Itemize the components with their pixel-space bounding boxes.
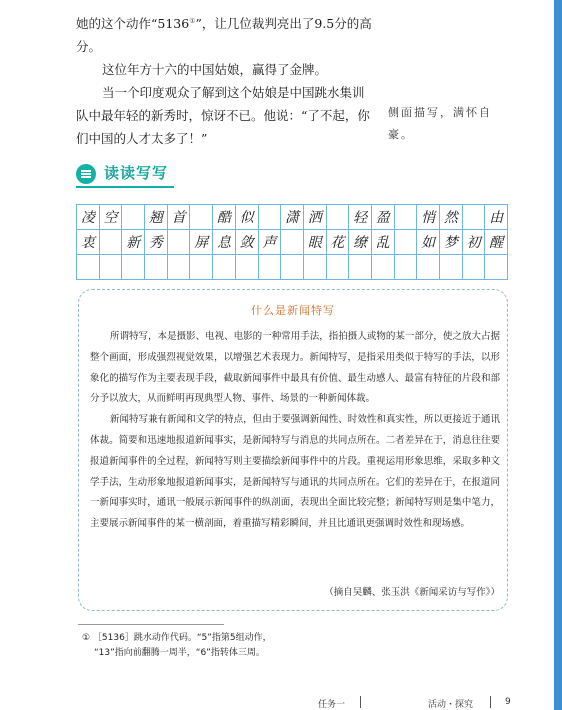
word-char: 屏 (190, 230, 213, 255)
story-para-2: 这位年方十六的中国姑娘，赢得了金牌。 (102, 62, 328, 78)
grid-cell (395, 255, 418, 280)
word-char: 酷 (213, 205, 236, 230)
grid-cell (213, 255, 236, 280)
word-char: 花 (327, 230, 350, 255)
word-char: 息 (213, 230, 236, 255)
word-char: 如 (417, 230, 440, 255)
grid-cell (349, 255, 372, 280)
word-char: 缭 (349, 230, 372, 255)
word-char: 秀 (145, 230, 168, 255)
footer-divider (360, 696, 361, 708)
word-char: 由 (485, 205, 508, 230)
grid-cell (259, 205, 282, 230)
footer-task: 任务一 (318, 700, 346, 710)
footnote (82, 631, 382, 661)
footer-activity: 活动・探究 (428, 700, 474, 710)
footnote-line-1: ① ［5136］跳水动作代码。“5”指第5组动作， (82, 633, 272, 643)
word-char: 似 (236, 205, 259, 230)
grid-cell (485, 255, 508, 280)
word-char: 盈 (372, 205, 395, 230)
page-edge-stripe (554, 0, 562, 710)
grid-cell (100, 230, 123, 255)
grid-cell (122, 255, 145, 280)
grid-cell (77, 255, 100, 280)
story-line-1: 她的这个动作“5136①”，让几位裁判亮出了9.5分的高分。 (76, 16, 372, 55)
story-para-3: 当一个印度观众了解到这个姑娘是中国跳水集训队中最年轻的新秀时，惊讶不已。他说：“了不起，你们中国的人才太多了！” (76, 85, 370, 147)
grid-cell (168, 230, 191, 255)
grid-cell (417, 255, 440, 280)
word-char: 翘 (145, 205, 168, 230)
footnote-ref[interactable]: ① (189, 17, 196, 25)
word-char: 敛 (236, 230, 259, 255)
info-source: （摘自吴麟、张玉洪《新闻采访与写作》） (324, 587, 500, 598)
word-char: 洒 (304, 205, 327, 230)
page-number: 9 (505, 697, 511, 707)
grid-cell (281, 230, 304, 255)
word-char: 悄 (417, 205, 440, 230)
story-text (76, 10, 376, 150)
footer-divider (490, 696, 491, 708)
info-para-1: 所谓特写，本是摄影、电视、电影的一种常用手法，指拍摄人或物的某一部分，使之放大占据整个画面，形成强烈视觉效果，以增强艺术表现力。新闻特写，是指采用类似于特写的手法，以形象化的描写作为主要表现手段，截取新闻事件中最具有价值、最生动感人、最富有特征的片段和部分予以放大，从而鲜明再现典型人物、事件、场景的一种新闻体裁。 (90, 331, 500, 405)
word-char: 乱 (372, 230, 395, 255)
grid-cell (259, 255, 282, 280)
grid-cell (281, 255, 304, 280)
word-char: 潇 (281, 205, 304, 230)
section-underline (76, 186, 174, 188)
grid-cell (168, 255, 191, 280)
grid-cell (463, 255, 486, 280)
info-box-body (90, 327, 500, 535)
word-char: 首 (168, 205, 191, 230)
word-char: 眼 (304, 230, 327, 255)
grid-cell (190, 205, 213, 230)
word-char: 然 (440, 205, 463, 230)
word-char: 凌 (77, 205, 100, 230)
grid-cell (327, 255, 350, 280)
word-char: 醒 (485, 230, 508, 255)
word-char: 衷 (77, 230, 100, 255)
footnote-line-2: “13”指向前翻腾一周半，“6”指转体三周。 (94, 648, 265, 658)
side-annotation: 侧面描写，满怀自豪。 (388, 106, 492, 141)
grid-cell (100, 255, 123, 280)
grid-cell (327, 205, 350, 230)
word-char: 梦 (440, 230, 463, 255)
grid-cell (372, 255, 395, 280)
grid-cell (395, 230, 418, 255)
word-char: 声 (259, 230, 282, 255)
grid-cell (145, 255, 168, 280)
word-char: 新 (122, 230, 145, 255)
word-char: 初 (463, 230, 486, 255)
grid-cell (304, 255, 327, 280)
section-title: 读读写写 (104, 164, 169, 182)
word-char: 空 (100, 205, 123, 230)
grid-cell (395, 205, 418, 230)
footnote-divider (78, 624, 224, 625)
info-box-title: 什么是新闻特写 (251, 304, 335, 317)
grid-cell (463, 205, 486, 230)
word-grid (76, 204, 508, 280)
list-icon (76, 164, 96, 184)
grid-cell (440, 255, 463, 280)
grid-cell (236, 255, 259, 280)
grid-cell (190, 255, 213, 280)
grid-cell (122, 205, 145, 230)
word-char: 轻 (349, 205, 372, 230)
info-para-2: 新闻特写兼有新闻和文学的特点，但由于要强调新闻性、时效性和真实性，所以更接近于通讯体裁。简要和迅速地报道新闻事实，是新闻特写与消息的共同点所在。二者差异在于，消息往往要报道新闻事件的全过程，新闻特写则主要描绘新闻事件中的片段。重视运用形象思维，采取多种文学手法，生动形象地报道新闻事实，是新闻特写与通讯的共同点所在。它们的差异在于，在报道同一新闻事实时，通讯一般展示新闻事件的纵剖面，表现出全面比较完整；新闻特写则是集中笔力，主要展示新闻事件的某一横剖面，着重描写精彩瞬间，并且比通讯更强调时效性和现场感。 (90, 414, 500, 530)
